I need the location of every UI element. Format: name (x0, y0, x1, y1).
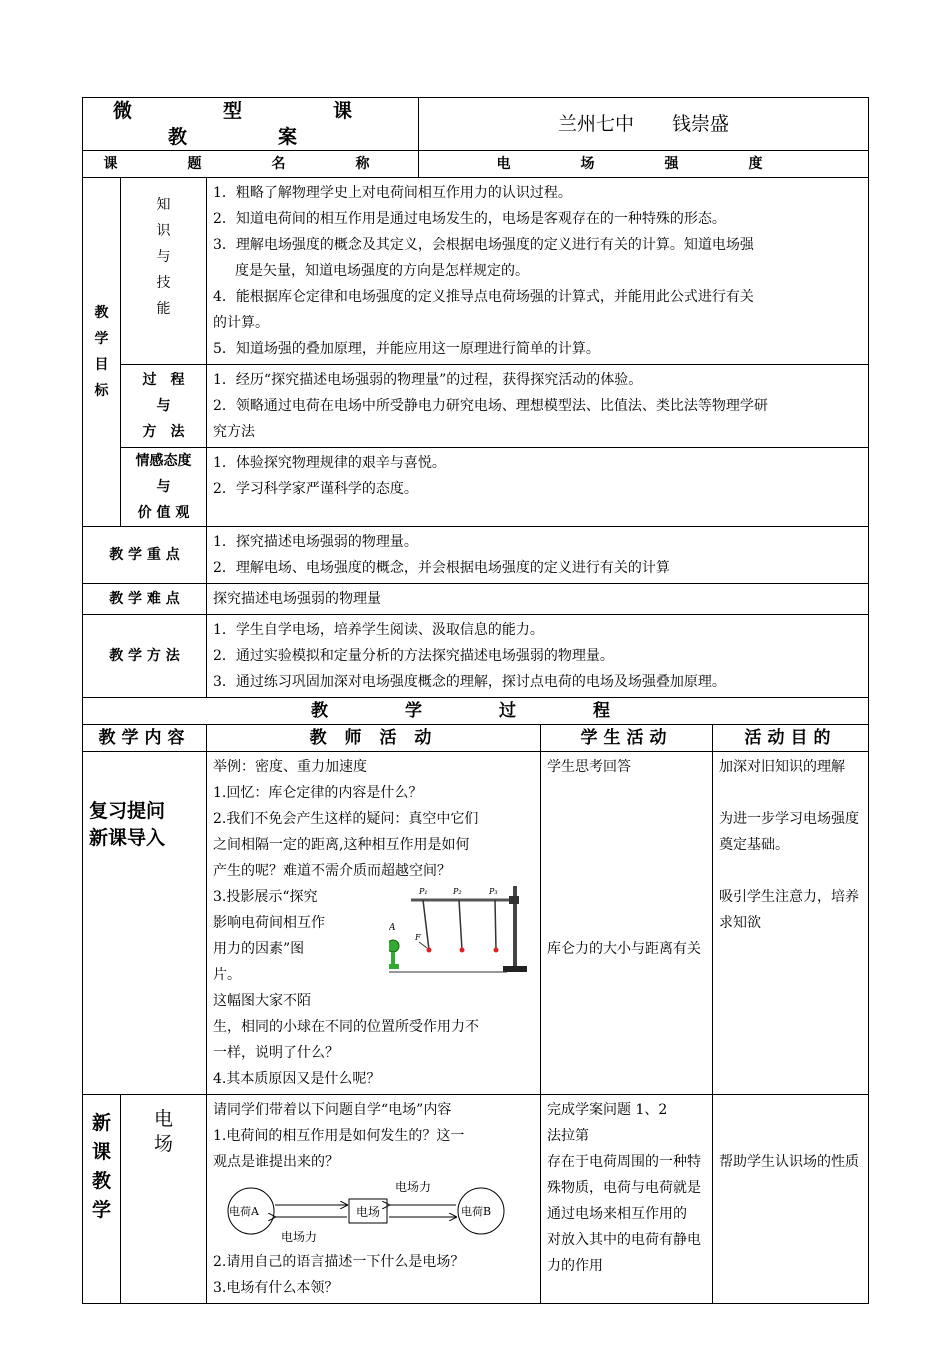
knowledge-item: 4．能根据库仑定律和电场强度的定义推导点电荷场强的计算式，并能用此公式进行有关 (213, 289, 754, 305)
teacher-line: 3.投影展示“探究 (213, 889, 318, 905)
section2-sublabel-text: 电 场 (153, 1108, 173, 1155)
school-teacher: 兰州七中 钱崇盛 (419, 98, 869, 151)
teacher-line: 1.回忆：库仑定律的内容是什么？ (213, 785, 423, 801)
teacher-line: 4.其本质原因又是什么呢？ (213, 1071, 381, 1087)
methods-items (207, 615, 869, 698)
process-item: 究方法 (213, 424, 255, 440)
teacher-line: 请同学们带着以下问题自学“电场”内容 (213, 1102, 452, 1118)
teacher-line: 片。 (213, 967, 241, 983)
section2-student (541, 1095, 713, 1304)
knowledge-item: 3．理解电场强度的概念及其定义，会根据电场强度的定义进行有关的计算。知道电场强 (213, 237, 754, 253)
diagram-force-bottom: 电场力 (281, 1230, 318, 1244)
diagram-force-top: 电场力 (395, 1180, 432, 1194)
key-points-label: 教 学 重 点 (83, 527, 207, 584)
section1-teacher (207, 752, 541, 1095)
teacher-line: 生，相同的小球在不同的位置所受作用力不 (213, 1019, 479, 1035)
purpose-text: 帮助学生认识场的性质 (719, 1154, 860, 1170)
student-answer: 存在于电荷周围的一种特殊物质，电荷与电荷就是通过电场来相互作用的 (547, 1154, 702, 1222)
lesson-plan (82, 97, 868, 1296)
course-name-label: 课 题 名 称 (83, 151, 419, 178)
column-teacher: 教 师 活 动 (207, 725, 541, 752)
process-item: 2．领略通过电荷在电场中所受静电力研究电场、理想模型法、比值法、类比法等物理学研 (213, 398, 768, 414)
student-answer: 库仑力的大小与距离有关 (547, 941, 702, 957)
figure-label-a: A (389, 923, 396, 933)
teacher-line: 观点是谁提出来的？ (213, 1154, 339, 1170)
knowledge-label (121, 178, 207, 365)
objectives-label (83, 178, 121, 527)
figure-label-p1: P₁ (419, 887, 428, 896)
attitude-label (121, 448, 207, 527)
key-points-items (207, 527, 869, 584)
difficulties-text: 探究描述电场强弱的物理量 (207, 584, 869, 615)
process-label-text: 过 程 与 方 法 (142, 372, 185, 440)
course-name: 电 场 强 度 (419, 151, 869, 178)
teacher-line: 一样，说明了什么？ (213, 1045, 339, 1061)
process-title: 教 学 过 程 (83, 698, 869, 725)
attitude-label-text: 情感态度 与 价 值 观 (135, 453, 192, 521)
lesson-plan-table (82, 97, 869, 1304)
teacher-line: 举例：密度、重力加速度 (213, 759, 367, 775)
purpose-text: 吸引学生注意力，培养求知欲 (719, 889, 860, 931)
process-label (121, 365, 207, 448)
section1-label-text: 复习提问 新课导入 (89, 800, 166, 849)
knowledge-item: 1．粗略了解物理学史上对电荷间相互作用力的认识过程。 (213, 185, 572, 201)
section1-label (83, 752, 207, 1095)
section2-sublabel (121, 1095, 207, 1304)
knowledge-item: 2．知道电荷间的相互作用是通过电场发生的，电场是客观存在的一种特殊的形态。 (213, 211, 726, 227)
attitude-items (207, 448, 869, 527)
method-item: 3．通过练习巩固加深对电场强度概念的理解，探讨点电荷的电场及场强叠加原理。 (213, 674, 726, 690)
knowledge-label-text: 知 识 与 技 能 (156, 197, 171, 317)
purpose-text: 为进一步学习电场强度奠定基础。 (719, 811, 860, 853)
section2-purpose (713, 1095, 869, 1304)
figure-label-p3: P₃ (489, 887, 498, 896)
teacher-line: 3.电场有什么本领？ (213, 1280, 339, 1296)
knowledge-item: 度是矢量，知道电场强度的方向是怎样规定的。 (235, 263, 529, 279)
objectives-label-text: 教 学 目 标 (94, 305, 109, 399)
methods-label: 教 学 方 法 (83, 615, 207, 698)
column-content: 教学内容 (83, 725, 207, 752)
method-item: 2．通过实验模拟和定量分析的方法探究描述电场强弱的物理量。 (213, 648, 614, 664)
teacher-line: 2.请用自己的语言描述一下什么是电场？ (213, 1254, 465, 1270)
attitude-item: 2．学习科学家严谨科学的态度。 (213, 481, 418, 497)
section1-purpose (713, 752, 869, 1095)
student-answer: 对放入其中的电荷有静电力的作用 (547, 1232, 702, 1274)
section2-teacher (207, 1095, 541, 1304)
figure-label-p2: P₂ (453, 887, 462, 896)
teacher-line: 之间相隔一定的距离,这种相互作用是如何 (213, 837, 470, 853)
knowledge-items (207, 178, 869, 365)
figure-label-f: F (415, 933, 421, 942)
attitude-item: 1．体验探究物理规律的艰辛与喜悦。 (213, 455, 446, 471)
teacher-line: 这幅图大家不陌 (213, 993, 311, 1009)
section2-label (83, 1095, 121, 1304)
student-answer: 学生思考回答 (547, 759, 632, 775)
process-item: 1．经历“探究描述电场强弱的物理量”的过程，获得探究活动的体验。 (213, 372, 643, 388)
teacher-line: 2.我们不免会产生这样的疑问：真空中它们 (213, 811, 479, 827)
teacher-line: 1.电荷间的相互作用是如何发生的？这一 (213, 1128, 465, 1144)
coulomb-experiment-figure (389, 880, 529, 980)
diagram-charge-b: 电荷B (461, 1205, 492, 1218)
diagram-field: 电场 (356, 1205, 381, 1219)
difficulties-label: 教 学 难 点 (83, 584, 207, 615)
teacher-line: 用力的因素”图 (213, 941, 305, 957)
column-purpose: 活动目的 (713, 725, 869, 752)
electric-field-diagram (225, 1173, 515, 1245)
section2-label-text: 新 课 教 学 (91, 1112, 111, 1221)
column-student: 学生活动 (541, 725, 713, 752)
diagram-charge-a: 电荷A (229, 1205, 259, 1218)
section1-student (541, 752, 713, 1095)
purpose-text: 加深对旧知识的理解 (719, 759, 846, 775)
student-answer: 法拉第 (547, 1128, 590, 1144)
student-answer: 完成学案问题 1、2 (547, 1102, 668, 1118)
teacher-line: 产生的呢？难道不需介质而超越空间？ (213, 863, 451, 879)
key-point-item: 1．探究描述电场强弱的物理量。 (213, 534, 418, 550)
key-point-item: 2．理解电场、电场强度的概念，并会根据电场强度的定义进行有关的计算 (213, 560, 670, 576)
plan-title: 微 型 课 教 案 (83, 98, 419, 151)
knowledge-item: 的计算。 (213, 315, 269, 331)
knowledge-item: 5．知道场强的叠加原理，并能应用这一原理进行简单的计算。 (213, 341, 600, 357)
method-item: 1．学生自学电场，培养学生阅读、汲取信息的能力。 (213, 622, 544, 638)
process-items (207, 365, 869, 448)
teacher-line: 影响电荷间相互作 (213, 915, 325, 931)
